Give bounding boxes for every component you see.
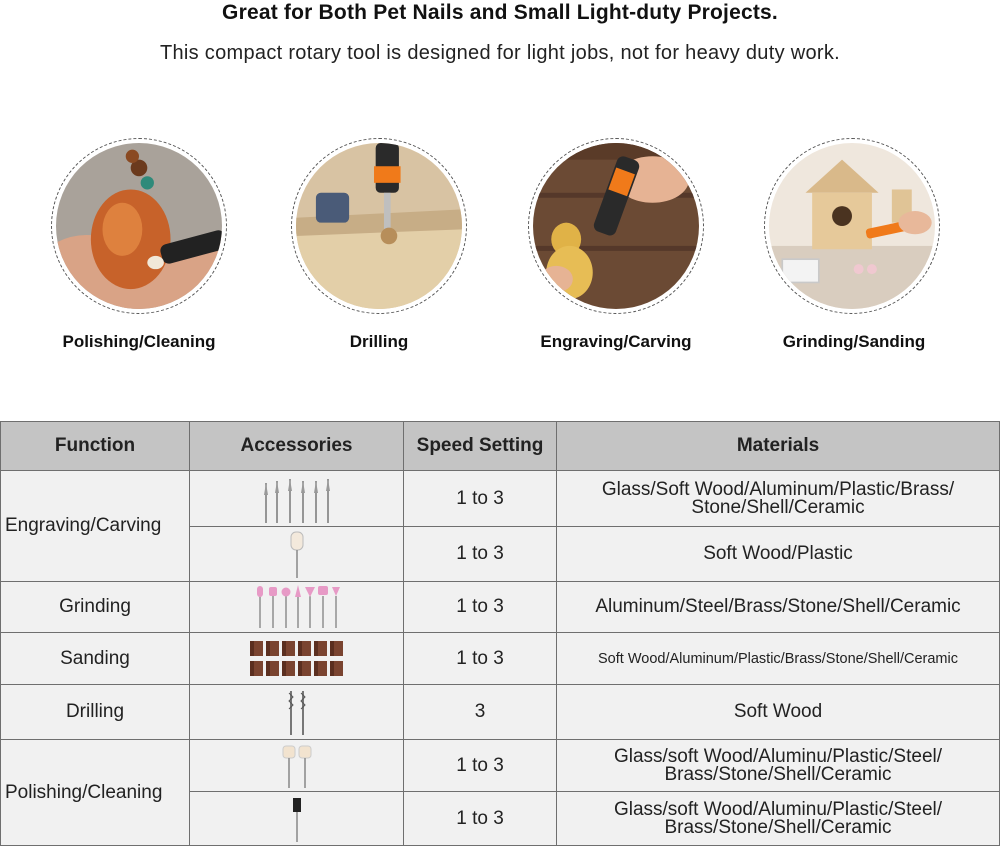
drilling-wood-photo [291,138,467,314]
table-row [1,582,1000,633]
table-row [1,471,1000,527]
page-title: Great for Both Pet Nails and Small Light-duty Projects. [222,1,778,24]
grinding-birdhouse-photo [764,138,940,314]
drill-bits-image [190,685,404,740]
sanding-bands-image [190,633,404,685]
speed-cell: 1 to 3 [404,633,557,685]
speed-cell: 1 to 3 [404,740,557,792]
use-case-label: Polishing/Cleaning [62,332,216,351]
grinding-stones-image [190,582,404,633]
column-header-speed: Speed Setting [404,422,557,471]
table-header-row [1,422,1000,471]
materials-cell: Soft Wood/Aluminum/Plastic/Brass/Stone/Shell/Ceramic [557,633,1000,685]
function-cell: Drilling [1,685,190,740]
speed-cell: 1 to 3 [404,527,557,582]
use-case-label: Drilling [349,332,409,351]
materials-cell: Glass/soft Wood/Aluminu/Plastic/Steel/ Brass/Stone/Shell/Ceramic [557,740,1000,792]
column-header-materials: Materials [557,422,1000,471]
speed-cell: 1 to 3 [404,471,557,527]
materials-cell: Glass/Soft Wood/Aluminum/Plastic/Brass/ Stone/Shell/Ceramic [557,471,1000,527]
use-case-label: Engraving/Carving [540,332,692,351]
use-case-label: Grinding/Sanding [782,332,926,351]
function-cell: Polishing/Cleaning [1,740,190,846]
column-header-accessories: Accessories [190,422,404,471]
materials-cell: Glass/soft Wood/Aluminu/Plastic/Steel/ Brass/Stone/Shell/Ceramic [557,792,1000,846]
speed-cell: 1 to 3 [404,582,557,633]
cleaning-brush-image [190,792,404,846]
speed-cell: 3 [404,685,557,740]
function-cell: Engraving/Carving [1,471,190,582]
speed-cell: 1 to 3 [404,792,557,846]
engraving-bits-image [190,471,404,527]
materials-cell: Aluminum/Steel/Brass/Stone/Shell/Ceramic [557,582,1000,633]
engraving-gourd-photo [528,138,704,314]
table-row [1,740,1000,792]
function-cell: Sanding [1,633,190,685]
spec-table [0,421,1000,846]
column-header-function: Function [1,422,190,471]
felt-bit-image [190,527,404,582]
table-row [1,633,1000,685]
polishing-wheels-image [190,740,404,792]
materials-cell: Soft Wood/Plastic [557,527,1000,582]
use-cases [0,138,1000,368]
materials-cell: Soft Wood [557,685,1000,740]
page-subtitle: This compact rotary tool is designed for light jobs, not for heavy duty work. [159,42,841,64]
function-cell: Grinding [1,582,190,633]
table-row [1,685,1000,740]
polishing-gemstone-photo [51,138,227,314]
